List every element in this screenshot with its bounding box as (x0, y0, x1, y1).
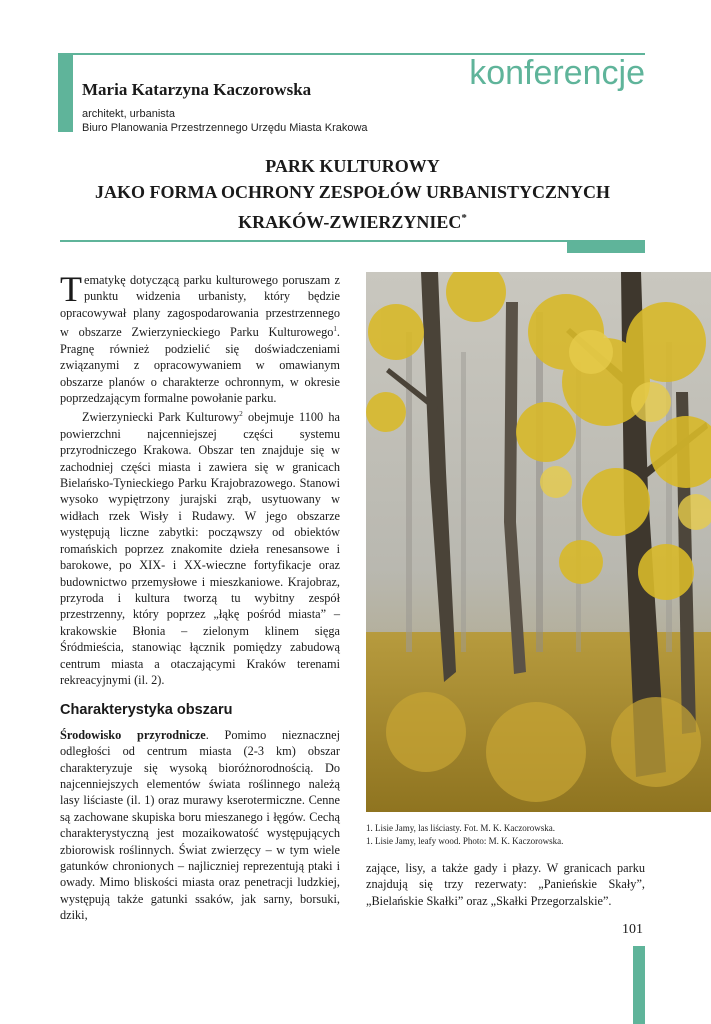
title-footnote-mark: * (461, 212, 467, 224)
footnote-ref-2: 2 (239, 410, 243, 419)
paragraph-intro (60, 269, 340, 406)
title-line-3 (60, 205, 645, 235)
title-rule (60, 240, 645, 242)
section-heading: Charakterystyka obszaru (60, 702, 233, 719)
accent-bar-bottom (633, 946, 645, 1024)
accent-bar-top (58, 53, 73, 132)
page-number: 101 (622, 922, 643, 937)
figure-caption-pl: 1. Lisie Jamy, las liściasty. Fot. M. K. Kaczorowska. (366, 823, 556, 833)
author-affiliation-role: architekt, urbanista (82, 108, 175, 120)
title-line-3-text: KRAKÓW-ZWIERZYNIEC (238, 212, 462, 232)
article-title (60, 153, 645, 235)
author-affiliation-office: Biuro Planowania Przestrzennego Urzędu Miasta Krakowa (82, 122, 368, 134)
paragraph-park-text-b: obejmuje 1100 ha powierzchni najcenniejszej części systemu przyrodniczego Krakowa. Obszar ten znajduje się w zachodniej części miasta i zawiera się w granicach Bielańsko-Tynieckiego Parku Krajobrazowego. Stanowi wysoko wypiętrzony jurajski zrąb, usytuowany w widłach rzek Wisły i Rudawy. W jego obszarze występują liczne zabytki: począwszy od obiektów romańskich poprzez znakomite dzieła renesansowe i barokowe, po XIX- i XX-wieczne fortyfikacje oraz budownictwo przemysłowe i mieszkaniowe. Krajobraz, przyroda i kultura tworzą tu wybitny zespół przestrzenny, który poprzez „łąkę pośród miasta” – krakowskie Błonia – zielonym klinem sięga Śródmieścia, stanowiąc łącznik pomiędzy zabudową centrum miasta a otaczającymi Kraków terenami rekreacyjnymi (il. 2). (60, 410, 340, 687)
paragraph-environment (60, 727, 340, 924)
paragraph-intro-text-a: ematykę dotyczącą parku kulturowego poruszam z punktu widzenia urbanisty, który będzie opracowywał plany zagospodarowania przestrzennego w obszarze Zwierzynieckiego Parku Kulturowego (60, 273, 340, 340)
paragraph-intro-text-b: . Pragnę również podzielić się doświadczeniami związanymi z opracowywaniem w omawianym obszarze planów o charakterze ochronnym, w okresie poprzedzającym formalne powołanie parku. (60, 325, 340, 405)
title-line-1: PARK KULTUROWY (265, 156, 440, 176)
forest-photo (366, 272, 711, 812)
paragraph-environment-lead: Środowisko przyrodnicze (60, 727, 206, 742)
author-name: Maria Katarzyna Kaczorowska (82, 80, 312, 99)
title-rule-block (567, 240, 645, 253)
figure-caption (366, 822, 666, 848)
right-column-continuation (366, 860, 645, 909)
drop-cap: T (60, 269, 82, 309)
forest-photo-illustration (366, 272, 711, 812)
section-label: konferencje (469, 54, 645, 92)
paragraph-park-text-a: Zwierzyniecki Park Kulturowy (82, 410, 240, 425)
figure-caption-en: 1. Lisie Jamy, leafy wood. Photo: M. K. Kaczorowska. (366, 836, 564, 846)
left-column (60, 269, 340, 924)
paragraph-environment-continued: zające, lisy, a także gady i płazy. W granicach parku znajdują się trzy rezerwaty: „Panieńskie Skały”, „Bielańskie Skałki” oraz „Skałki Przegorzalskie”. (366, 861, 645, 908)
paragraph-environment-text: . Pomimo nieznacznej odległości od centrum miasta (2-3 km) obszar charakteryzuje się wysoką bioróżnorodnością. Do najcenniejszych elementów świata roślinnego należą lasy liściaste (il. 1) oraz murawy kserotermiczne. Cenne są zachowane skupiska boru mieszanego i łęgów. Cechą charakterystyczną jest mozaikowatość występujących zbiorowisk roślinnych. Świat zwierzęcy – w tym wiele gatunków chronionych – najliczniej reprezentują ptaki i owady. Mimo bliskości miasta oraz penetracji ludzkiej, występują także gatunki ssaków, jak sarny, borsuki, dziki, (60, 727, 340, 923)
paragraph-park-description (60, 406, 340, 688)
footnote-ref-1: 1 (333, 325, 337, 334)
title-line-2: JAKO FORMA OCHRONY ZESPOŁÓW URBANISTYCZNYCH (94, 182, 611, 202)
